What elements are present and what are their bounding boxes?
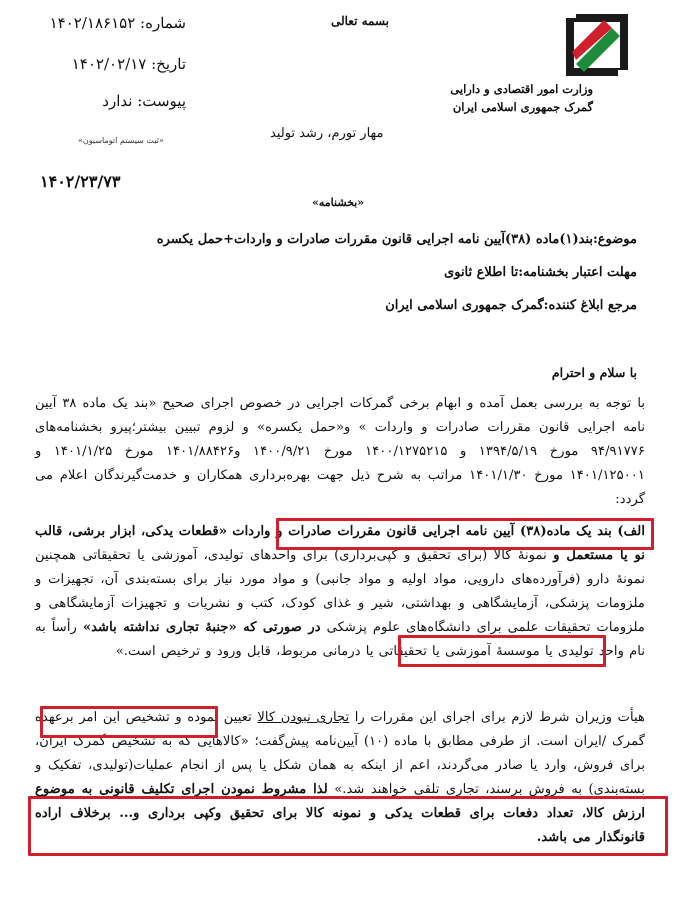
authority-line: مرجع ابلاغ کننده:گمرک جمهوری اسلامی ایران bbox=[385, 298, 637, 313]
attachment-value: ندارد bbox=[102, 92, 133, 110]
subject-line: موضوع:بند(۱)ماده (۳۸)آیین نامه اجرایی قانون مقررات صادرات و واردات+حمل یکسره bbox=[156, 232, 637, 247]
clause-b-highlight-4: لذا مشروط نمودن اجرای تکلیف قانونی به موضوع ارزش کالا، تعداد دفعات برای قطعات یدکی و نمونه کالا برای تحقیق وکپی برداری و... برخلاف اراده قانونگذار می باشد. bbox=[35, 782, 645, 845]
clause-a-lead: الف) بند یک ماده(۳۸) آیین نامه اجرایی قانون مقررات صادرات و واردات bbox=[232, 524, 645, 539]
customs-logo-icon bbox=[562, 8, 632, 82]
date-label: تاریخ: bbox=[151, 55, 186, 73]
circular-title: «بخشنامه» bbox=[312, 196, 365, 209]
highlight-box-customs-decision bbox=[40, 706, 218, 738]
letter-number bbox=[36, 14, 186, 32]
number-label: شماره: bbox=[140, 14, 186, 32]
letter-date bbox=[36, 55, 186, 73]
highlight-box-spare-parts bbox=[276, 518, 654, 550]
clause-b-body: /ایران است. از طرفی مطابق با ماده (۱۰) آیین‌نامه پیش‌گفت؛ «کالاهایی که به تشخیص گمرک ایران، برای فروش، وارد یا صادر می‌گردند، اعم از اینکه به همان شکل یا پس از انجام عملیات(تولیدی، تفکیک و بسته‌بندی) به فروش برسند، تجاری تلقی خواهند شد.» bbox=[35, 734, 645, 797]
system-note: «ثبت سیستم اتوماسیون» bbox=[78, 136, 164, 145]
letter-attachment bbox=[36, 92, 186, 110]
clause-a-highlight-2: در صورتی که «جنبهٔ تجاری نداشته باشد» bbox=[82, 620, 321, 635]
date-value: ۱۴۰۲/۰۲/۱۷ bbox=[71, 55, 147, 73]
validity-line: مهلت اعتبار بخشنامه:تا اطلاع ثانوی bbox=[444, 265, 637, 280]
letter-code: ۱۴۰۲/۲۳/۷۳ bbox=[40, 172, 121, 191]
highlight-box-non-commercial bbox=[398, 635, 606, 667]
greeting: با سلام و احترام bbox=[551, 365, 637, 380]
clause-a-body-1: نمونهٔ کالا (برای تحقیق و کپی‌برداری) برای واحدهای تولیدی، آموزشی یا تحقیقاتی همچنین نمونهٔ دارو (فرآورده‌های دارویی، مواد اولیه و مواد جانبی) و مواد مورد نیاز برای بسته‌بندی آن، تجهیزات و ملزومات پزشکی، آزمایشگاهی و بهداشتی، شیر و غذای کودک، کتب و نشریات و تجهیزات آزمایشگاهی و ملزومات تحقیقات علمی برای دانشگاه‌های علوم پزشکی bbox=[35, 548, 645, 635]
basmala: بسمه تعالی bbox=[330, 14, 390, 28]
clause-b-highlight-3: تشخیص این امر برعهده گمرک bbox=[35, 710, 645, 749]
slogan: مهار تورم، رشد تولید bbox=[270, 126, 384, 141]
number-value: ۱۴۰۲/۱۸۶۱۵۲ bbox=[49, 14, 136, 32]
attachment-label: پیوست: bbox=[137, 92, 186, 110]
highlight-box-conclusion bbox=[28, 796, 668, 856]
clause-b-part-2: تعیین نموده و bbox=[175, 710, 252, 725]
clause-b-part-1: هیأت وزیران شرط لازم برای اجرای این مقررات را bbox=[354, 710, 645, 725]
intro-paragraph: با توجه به بررسی بعمل آمده و ابهام برخی گمرکات اجرایی در خصوص اجرای صحیح «بند یک ماده ۳۸ آیین نامه اجرایی قانون مقررات صادرات و واردات » و«حمل یکسره» و لزوم تبیین بیشتر؛پیرو بخشنامه‌های ۹۴/۹۱۷۷۶ مورخ ۱۳۹۴/۵/۱۹ و ۱۴۰۰/۱۲۷۵۲۱۵ مورخ ۱۴۰۰/۹/۲۱ و۱۴۰۱/۸۸۴۲۶ مورخ ۱۴۰۱/۱/۲۵ و ۱۴۰۱/۱۲۵۰۰۱ مورخ ۱۴۰۱/۱/۳۰ مراتب به شرح ذیل جهت بهره‌برداری همکاران و خدمت‌گیرندگان اعلام می گردد: bbox=[35, 396, 646, 507]
customs-name: گمرک جمهوری اسلامی ایران bbox=[452, 100, 593, 114]
clause-b-underlined: تجاری نبودن کالا bbox=[257, 710, 350, 725]
ministry-name: وزارت امور اقتصادی و دارایی bbox=[450, 82, 593, 96]
clause-a-highlight-1: «قطعات یدکی، ابزار برشی، قالب نو یا مستعمل و bbox=[35, 524, 645, 563]
clause-a-body-2: رأساً به نام واحد تولیدی یا موسسهٔ آموزشی یا تحقیقاتی یا درمانی مربوط، قابل ورود و ترخیص است.» bbox=[35, 620, 645, 659]
